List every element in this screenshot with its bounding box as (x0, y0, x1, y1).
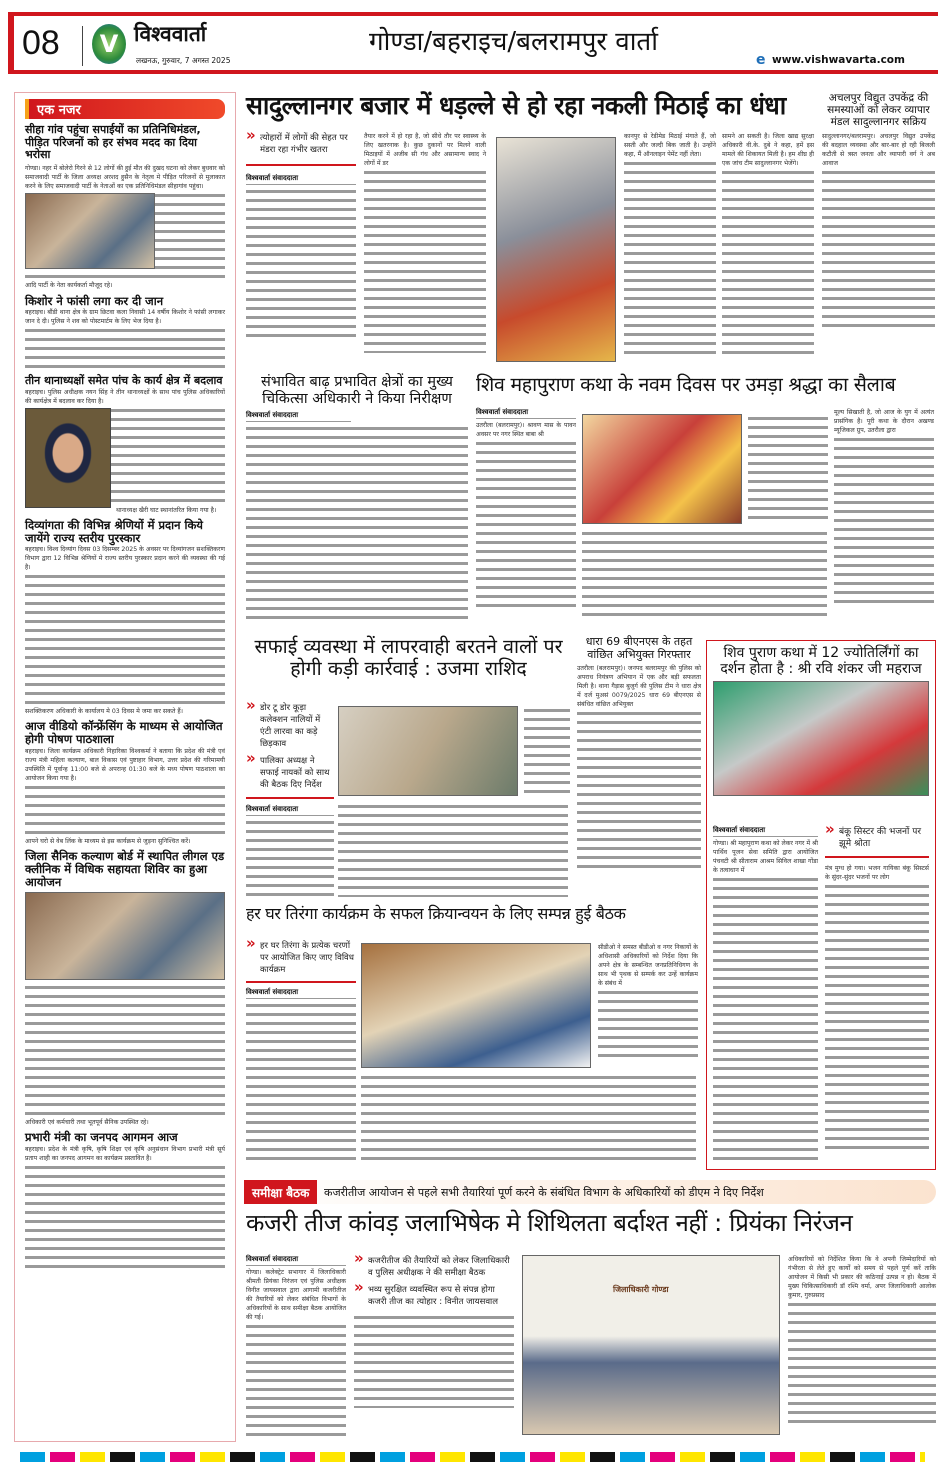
banner-strap: कजरीतीज आयोजन से पहले सभी तैयारियां पूर्ण करने के संबंधित विभाग के अधिकारियों को डीएम ने दिए निर्देश (324, 1186, 764, 1199)
story-text: तैयार करने में हो रहा है, जो सीधे तौर पर स्वास्थ्य के लिए खतरनाक है। कुछ दुकानों पर मिलने वाली मिठाइयों में अजीब सी गंध और असामान्य स्वाद ने लोगों में डर (364, 133, 486, 167)
story-body (354, 1313, 514, 1408)
bullet-point: » डोर टू डोर कूड़ा कलेक्शन नालियों में एंटी लारवा का कड़े छिड़काव (246, 702, 334, 750)
registration-marks (20, 1452, 925, 1462)
story-text: अधिकारियों को निर्देशित किया कि वे अपनी जिम्मेदारियों को गंभीरता से लेते हुए कार्यों को समय से पहले पूर्ण करें ताकि आयोजन में किसी भी प्रकार की कठिनाई उत्पन्न न हो। बैठक में मुख्य चिकित्साधिकारी डॉ रश्मि वर्मा, अपर जिलाधिकारी आलोक कुमार, गुरुप्रसाद (788, 1256, 936, 1299)
story-lead: बहराइच। बौंडी थाना क्षेत्र के ग्राम छिटवा कला निवासी 14 वर्षीय किशोर ने फांसी लगाकर जान दे दी। पुलिस ने शव को पोस्टमार्टम के लिए भेज दिया है। (25, 309, 225, 326)
story-text: कानपुर से रेडीमेड मिठाई मंगाते हैं, जो सस्ती और जल्दी बिक जाती है। उन्होंने कहा, मैं ऑनलाइन पेमेंट नहीं लेता। (624, 133, 716, 158)
byline: विश्ववार्ता संवाददाता (476, 408, 576, 419)
bullet-point: » भव्य सुरक्षित व्यवस्थित रूप से संपन्न होगा कजरी तीज का त्योहार : विनीत जायसवाल (354, 1284, 514, 1308)
story-text: उतरौला (बलरामपुर)। जनपद बलरामपुर की पुलिस को अपराध नियंत्रण अभियान में एक और बड़ी सफलता मिली है। थाना गैड़ास बुजुर्ग की पुलिस टीम ने धारा क्षेत्र में दर्ज मुअसं 0079/2025 धारा 69 बीएनएस से संबंधित वांछित अभियुक्त (577, 665, 701, 709)
story-text: सादुल्लानगर/बलरामपुर। अचलपुर विद्युत उपकेंद्र की बदहाल व्यवस्था और बार-बार हो रही बिजली कटौती से त्रस्त जनता और व्यापारी वर्ग ने अब आवाज (822, 133, 935, 168)
byline: विश्ववार्ता संवाददाता (246, 805, 334, 816)
page-number: 08 (22, 24, 60, 62)
story-headline[interactable]: सफाई व्यवस्था में लापरवाही बरतने वालों पर होगी कड़ी कार्रवाई : उजमा राशिद (254, 635, 563, 681)
story-body (25, 1163, 225, 1273)
story-headline[interactable]: धारा 69 बीएनएस के तहत वांछित अभियुक्त गिरफ्तार (585, 635, 693, 661)
story-body (748, 414, 828, 524)
story-lead: बहराइच। विश्व दिव्यांग दिवस 03 दिसम्बर 2025 के अवसर पर दिव्यांगजन सशक्तिकरण विभाग द्वारा 12 विभिन्न श्रेणियों मे राज्य स्तरीय पुरस्कार प्रदान करने की व्यवस्था की गई है। (25, 546, 225, 572)
left-column (14, 92, 236, 1442)
story-headline[interactable]: शिव पुराण कथा में 12 ज्योतिर्लिंगों का दर्शन होता है : श्री रवि शंकर जी महराज (720, 645, 922, 678)
web-icon: e (756, 52, 766, 68)
story-tail: थानाध्यक्ष खैरी घाट स्थानांतरित किया गया है। (116, 506, 217, 514)
story-body (364, 168, 486, 353)
flood-story (246, 374, 468, 624)
byline: विश्ववार्ता संवाददाता (246, 174, 356, 185)
story-text: मूल्य सिखाती है, जो आज के युग में अत्यंत प्रासंगिक है। पूरी कथा के दौरान अखण्ड म्यूजिकल ग्रुप, उतरौला द्वारा (834, 409, 934, 434)
story-body (476, 439, 576, 609)
story-headline[interactable]: संभावित बाढ़ प्रभावित क्षेत्रों का मुख्य चिकित्सा अधिकारी ने किया निरीक्षण (261, 374, 453, 407)
story-text: उतरौला (बलरामपुर)। श्रावण मास के पावन अवसर पर नगर स्थित बाबा श्री (476, 422, 576, 438)
story-body (834, 435, 934, 605)
story-body (246, 424, 468, 619)
sweet-shop-photo (496, 137, 616, 362)
story-lead: गोण्डा। नहर में बोलेरो गिरने से 12 लोगों की हुई मौत की दुखद घटना को लेकर बुधवार को समाजवादी पार्टी के जिला अध्यक्ष अरशद हुसैन के नेतृत्व मे पीड़ित परिजनों से मुलाकात करने के लिए समाजवादी पार्टी के नेताओं का एक प्रतिनिधिमंडल सीहागांव पहुंचा। (25, 164, 225, 190)
masthead (8, 12, 938, 74)
story-lead: बहराइच। प्रदेश के मंत्री कृषि, कृषि शिक्षा एवं कृषि अनुसंधान विभाग प्रभारी मंत्री सूर्य प्रताप शाही का जनपद आगमन का कार्यक्रम प्रस्तावित है। (25, 1145, 225, 1162)
story-tail: अधिकारी एवं कर्मचारी तथा भूतपूर्व सैनिक उपस्थित रहे। (25, 1119, 149, 1127)
lead-story (246, 132, 816, 368)
bullet-point: » पालिका अध्यक्ष ने सफाई नायकों को साथ की बैठक दिए निर्देश (246, 755, 334, 791)
story-body (788, 1300, 936, 1425)
story-text: गोण्डा। श्री महापुराण कथा को लेकर नगर में श्री पार्थिव पूजन सेवा समिति द्वारा आयोजित पंचवटी श्री सीताराम आश्रम सिविल शाखा गोंडा के तत्वाधान में (713, 840, 818, 874)
story-photo (25, 892, 225, 980)
story-tail: आपने घरो से वेब लिंक के माध्यम से इस कार्यक्रम से जुड़ना सुनिश्चित करें। (25, 837, 191, 845)
story-body (822, 168, 935, 328)
story-text: सीडीओ ने समस्त बीडीओ व नगर निकायों के अधिशासी अधिकारियों को निर्देश दिया कि अपने क्षेत्र के सम्बन्धित जनप्रतिनिधिगण के साथ भी पृथक से सम्पर्क कर उन्हें कार्यक्रम के संबंध में (598, 944, 698, 987)
story-headline[interactable]: तीन थानाध्यक्षों समेत पांच के कार्य क्षेत्र में बदलाव (25, 374, 223, 388)
logo-icon: V (92, 24, 126, 64)
divider (82, 26, 83, 66)
arrest-story (577, 636, 701, 901)
story-headline[interactable]: प्रभारी मंत्री का जनपद आगमन आज (25, 1130, 178, 1145)
lead-bullet: » त्योहारों में लोगों की सेहत पर मंडरा रहा गंभीर खतरा (246, 132, 356, 156)
safai-story (246, 636, 571, 901)
bottom-headline[interactable]: कजरी तीज कांवड़ जलाभिषेक मे शिथिलता बर्दाश्त नहीं : प्रियंका निरंजन (246, 1209, 853, 1237)
banner-tag: समीक्षा बैठक (244, 1180, 317, 1204)
tiranga-meeting-photo (361, 943, 591, 1068)
story-body (582, 529, 827, 617)
katha-photo (582, 414, 742, 524)
story-body (722, 168, 814, 358)
story-body (246, 818, 334, 898)
story-photo (25, 193, 155, 269)
shiv-katha-story (476, 374, 936, 624)
story-lead: बहराइच। जिला कार्यक्रम अधिकारी निहारिका विश्वकर्मा ने बताया कि प्रदेश की मंत्री एवं राज्य मंत्री महिला कल्याण, बाल विकास एवं पुष्टाहार विभाग, उत्तर प्रदेश की गरिमामयी उपस्थिति में पूर्वान्ह 11:00 बजे से अपरान्ह 01:30 बजे के मध्य पोषण पाठशाला का आयोजन किया गया है। (25, 747, 225, 782)
bottom-story (246, 1255, 936, 1440)
bullet-point: » कजरीतीज की तैयारियों को लेकर जिलाधिकारी व पुलिस अधीक्षक ने की समीक्षा बैठक (354, 1255, 514, 1279)
brand-name: विश्ववार्ता (134, 22, 207, 46)
story-headline[interactable]: शिव महापुराण कथा के नवम दिवस पर उमड़ा श्रद्धा का सैलाब (476, 373, 896, 396)
jyotirling-story (706, 640, 936, 1170)
story-text: सामने आ सकती है। जिला खाद्य सुरक्षा अधिकारी वी.के. दुबे ने कहा, हमें इस मामले की शिकायत मिली है। हम शीघ्र ही एक जांच टीम सादुल्लानगर भेजेंगे। (722, 133, 814, 167)
story-headline[interactable]: सीहा गांव पहुंचा सपाईयों का प्रतिनिधिमंडल, पीड़ित परिजनों को हर संभव मदद का दिया भरोसा (25, 123, 201, 162)
story-body (624, 159, 716, 354)
story-lead: बहराइच। पुलिस अधीक्षक नयन सिंह ने तीन थानाध्यक्षों के साथ पांच पुलिस अधिकारियों की कार्यक्षेत्र में बदलाव कर दिया है। (25, 388, 225, 405)
story-body (524, 706, 570, 798)
review-banner (244, 1180, 936, 1204)
story-body (338, 802, 568, 897)
bullet-point: » हर घर तिरंगा के प्रत्येक चरणों पर आयोजित किए जाए विविध कार्यक्रम (246, 940, 356, 976)
story-headline[interactable]: दिव्यांगता की विभिन्न श्रेणियों में प्रदान किये जायेंगे राज्य स्तरीय पुरस्कार (25, 517, 203, 545)
side-headline[interactable]: अचलपुर विद्युत उपकेंद्र की समस्याओं को लेकर व्यापार मंडल सादुल्लानगर सक्रिय (827, 92, 930, 129)
story-body (577, 709, 701, 869)
story-body (25, 783, 225, 837)
photo-signboard: जिलाधिकारी गोण्डा (613, 1285, 669, 1294)
website-link[interactable]: www.vishwavarta.com (772, 54, 905, 66)
lead-headline[interactable]: सादुल्लानगर बजार में धड़ल्ले से हो रहा नकली मिठाई का धंधा (246, 91, 786, 120)
story-body (246, 187, 356, 337)
story-text: गोण्डा। कलेक्ट्रेट सभागार में जिलाधिकारी श्रीमती प्रियंका निरंजन एवं पुलिस अधीक्षक विनीत जायसवाल द्वारा आगामी कजरीतीज की तैयारियों को लेकर संबंधित विभागों के अधिकारियों के साथ समीक्षा बैठक आयोजित की गई। (246, 1269, 346, 1321)
section-title: गोण्डा/बहराइच/बलरामपुर वार्ता (369, 27, 658, 57)
dm-meeting-photo (522, 1255, 780, 1435)
story-body (246, 1322, 346, 1442)
meeting-photo (338, 706, 518, 796)
officer-photo (25, 408, 111, 508)
story-text: मंत्र मुग्ध हो गया। भजन गायिका बंकू सिस्टर्स के सुंदर-सुंदर भजनों पर लोग (825, 865, 929, 881)
subhead: » बंकू सिस्टर की भजनों पर झूमे श्रोता (825, 826, 929, 850)
byline: विश्ववार्ता संवाददाता (246, 1255, 346, 1266)
story-body (361, 1073, 696, 1165)
story-headline[interactable]: आज वीडियो कॉन्फ्रेंसिंग के माध्यम से आयोजित होगी पोषण पाठशाला (25, 719, 223, 747)
jyotirling-photo (713, 681, 929, 796)
dateline: लखनऊ, गुरुवार, 7 अगस्त 2025 (136, 56, 231, 65)
story-body (25, 326, 225, 371)
story-body (25, 572, 225, 707)
section-label: एक नजर (25, 99, 225, 119)
story-body (25, 983, 225, 1118)
byline: विश्ववार्ता संवाददाता (246, 411, 351, 422)
story-body (713, 875, 818, 1165)
story-body (246, 1001, 356, 1166)
story-headline[interactable]: किशोर ने फांसी लगा कर दी जान (25, 293, 164, 308)
story-tail: आदि पार्टी के नेता कार्यकर्ता मौजूद रहे। (25, 281, 113, 289)
story-headline[interactable]: हर घर तिरंगा कार्यक्रम के सफल क्रियान्वयन के लिए सम्पन्न हुई बैठक (246, 904, 626, 923)
story-tail: सशक्तिकरण अधिकारी के कार्यालय मे 03 दिवस मे जमा कर सकते हैं। (25, 708, 183, 716)
byline: विश्ववार्ता संवाददाता (713, 826, 818, 837)
side-story (822, 92, 935, 368)
story-body (598, 988, 698, 1058)
story-headline[interactable]: जिला सैनिक कल्याण बोर्ड में स्थापित लीगल एड क्लीनिक में विधिक सहायता शिविर का हुआ आयोजन (25, 848, 225, 890)
story-body (825, 882, 929, 1152)
byline: विश्ववार्ता संवाददाता (246, 988, 356, 999)
tiranga-story (246, 905, 701, 1170)
